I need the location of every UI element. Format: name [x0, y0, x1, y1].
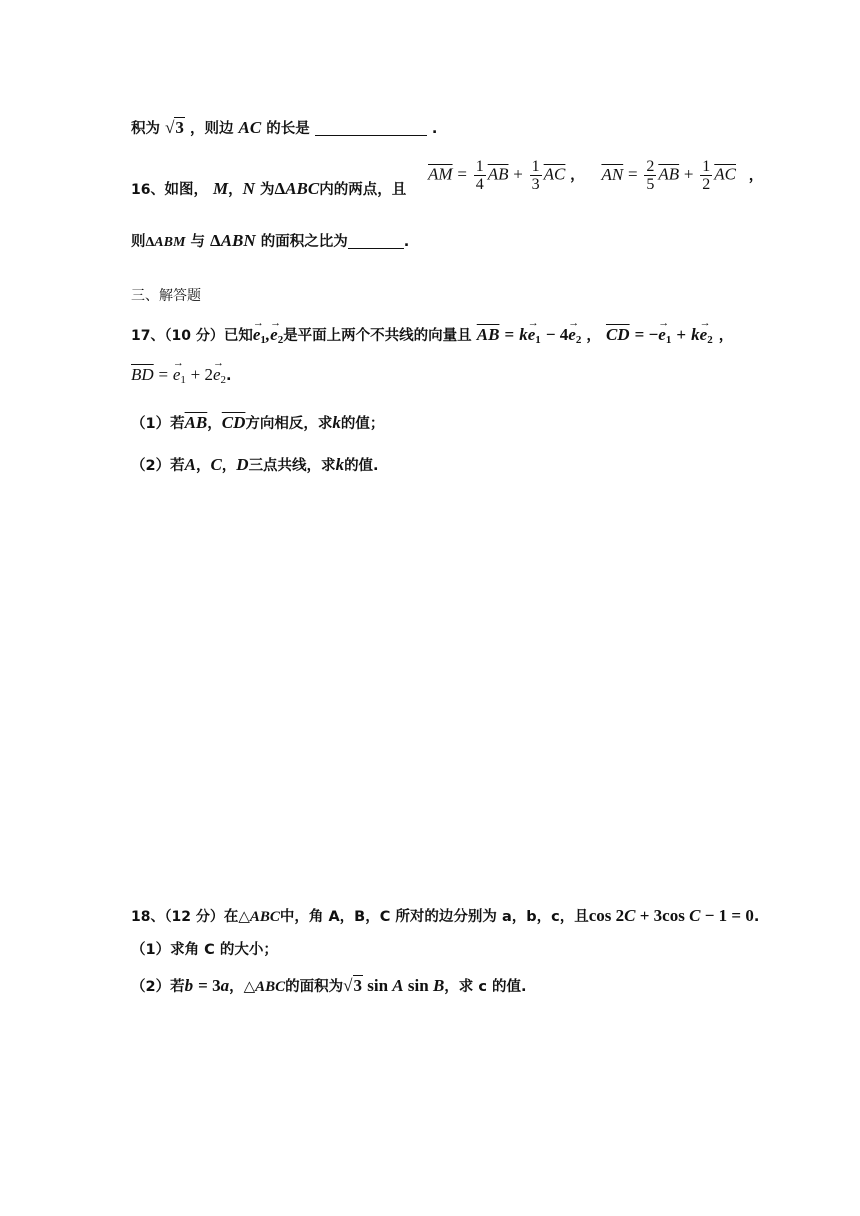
q17-text-1: 已知: [223, 328, 253, 344]
q16-line2-text-3: 的面积之比为: [260, 234, 348, 250]
q15-text-3: 的长是: [266, 121, 310, 137]
q16-text-3: 内的两点，且: [319, 182, 407, 198]
triangle-abc-math: ΔABC: [274, 179, 320, 198]
q17-part-1: （1）若$\overline{AB}$，$\overline{CD}$方向相反，求k的值；: [131, 413, 385, 432]
section-title: 三、解答题: [131, 288, 201, 304]
q17-number: 17、: [131, 328, 165, 344]
sqrt3-math: √3: [165, 118, 184, 137]
q16-text-1: 如图，: [164, 182, 208, 198]
q15-text-1: 积为: [131, 121, 160, 137]
q16-number: 16、: [131, 182, 165, 198]
answer-blank-16[interactable]: [348, 248, 404, 249]
q18-number: 18、: [131, 909, 165, 925]
q17-part-2: （2）若A，C，D三点共线，求k的值.: [131, 455, 379, 474]
q16-text-2: 为: [260, 182, 275, 198]
q17-score: （10 分）: [164, 328, 224, 344]
q16-line2-text-1: 则: [131, 234, 146, 250]
q15-end: .: [431, 121, 438, 137]
q17-line-1: 17、（10 分）已知→ $e_1,\to e_2$是平面上两个不共线的向量且 $\overline{AB} = k\to e_1 - 4\to e_2$ ， $\overline{CD}$ = −→ $e_1 + k\to e_2$ ，: [131, 324, 733, 351]
q16-line-2: 则ΔABM 与 ΔABN 的面积之比为 .: [131, 231, 410, 250]
q18-score: （12 分）: [164, 909, 224, 925]
m-n-math: M: [213, 179, 229, 198]
q18-line-1: 18、（12 分）在△ABC中，角 A，B，C 所对的边分别为 a，b，c，且cos 2C + 3cos C − 1 = 0.: [131, 906, 760, 925]
q17-text-2: 是平面上两个不共线的向量且: [283, 328, 472, 344]
q15-tail-line: [131, 117, 437, 140]
answer-blank-15[interactable]: [315, 135, 427, 136]
q16-line-1: 16、如图， M，N 为ΔABC内的两点，且: [131, 179, 407, 198]
q18-part-2: （2）若b = 3a，△ABC的面积为√3 sin A sin B，求 c 的值.: [131, 976, 527, 995]
q18-part-1: （1）求角 C 的大小；: [131, 942, 278, 958]
vector-am-equation: $\overline{AM}$ = $\frac{1}{4}$ $\overline{AB}$ + $\frac{1}{3}$ $\overline{AC}$ ， $\overline{AN}$ = $\frac{2}{5}$ $\overline{AB}$ + $\frac{1}{2}$ $\overline{AC}$ ，: [428, 158, 764, 193]
q17-line-2: $\overline{BD}$ = → $e_1 + 2\to e_2$.: [131, 364, 232, 391]
ac-math: AC: [238, 118, 262, 137]
q15-text-2: ，则边: [189, 121, 234, 137]
q16-line2-text-2: 与: [190, 234, 205, 250]
